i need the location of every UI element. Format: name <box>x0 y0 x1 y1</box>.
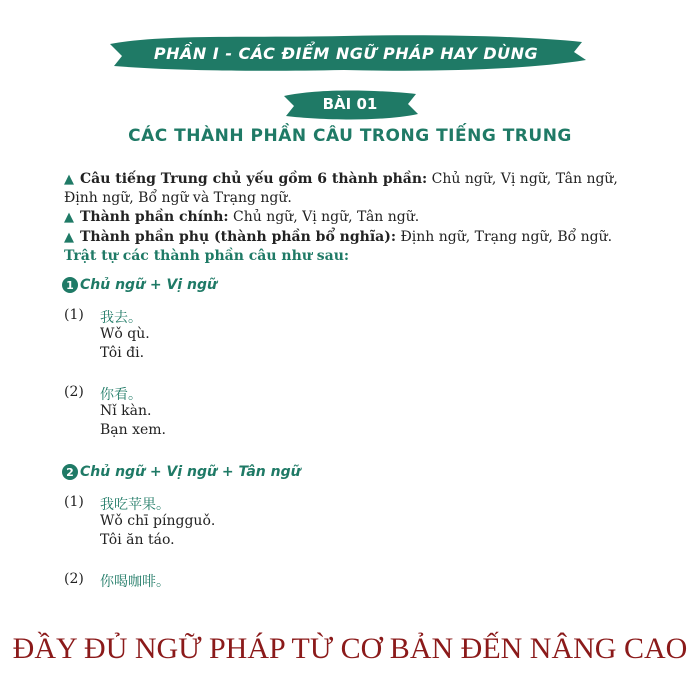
example-number: (2) <box>64 384 84 400</box>
part-banner <box>104 30 588 76</box>
example-chinese: 我吃苹果。 <box>100 497 170 513</box>
section-label: Chủ ngữ + Vị ngữ <box>80 277 217 293</box>
example-number: (1) <box>64 494 84 510</box>
section-number-badge: 1 <box>62 277 78 293</box>
triangle-bullet-icon: ▲ <box>64 172 74 187</box>
example-pinyin: Wǒ chī píngguǒ. <box>100 513 216 529</box>
section-number-badge: 2 <box>62 464 78 480</box>
section-label: Chủ ngữ + Vị ngữ + Tân ngữ <box>80 464 301 480</box>
example-translation: Tôi đi. <box>100 345 145 361</box>
section-heading-1 <box>62 277 217 293</box>
example-pinyin: Wǒ qù. <box>100 326 150 342</box>
example-chinese: 你喝咖啡。 <box>100 574 170 590</box>
example-translation: Tôi ăn táo. <box>100 532 175 548</box>
intro-paragraph-3: ▲ Thành phần phụ (thành phần bổ nghĩa): Định ngữ, Trạng ngữ, Bổ ngữ. <box>64 229 613 245</box>
lesson-title: CÁC THÀNH PHẦN CÂU TRONG TIẾNG TRUNG <box>128 126 572 146</box>
example-pinyin: Nǐ kàn. <box>100 403 152 419</box>
footer-tagline: ĐẦY ĐỦ NGỮ PHÁP TỪ CƠ BẢN ĐẾN NÂNG CAO <box>12 632 688 665</box>
content-fade <box>0 590 700 630</box>
order-label: Trật tự các thành phần câu như sau: <box>64 248 350 264</box>
example-translation: Bạn xem. <box>100 422 167 438</box>
example-chinese: 你看。 <box>100 387 142 403</box>
example-chinese: 我去。 <box>100 310 142 326</box>
lesson-badge <box>280 86 420 122</box>
intro-paragraph-2: ▲ Thành phần chính: Chủ ngữ, Vị ngữ, Tân ngữ. <box>64 209 420 225</box>
example-number: (2) <box>64 571 84 587</box>
example-number: (1) <box>64 307 84 323</box>
section-heading-2 <box>62 464 301 480</box>
triangle-bullet-icon: ▲ <box>64 210 74 225</box>
lesson-label: BÀI 01 <box>322 95 378 113</box>
intro-paragraph-1: ▲ Câu tiếng Trung chủ yếu gồm 6 thành phần: Chủ ngữ, Vị ngữ, Tân ngữ, Định ngữ, Bổ ngữ và Trạng ngữ. <box>64 171 618 206</box>
triangle-bullet-icon: ▲ <box>64 230 74 245</box>
part-title: PHẦN I - CÁC ĐIỂM NGỮ PHÁP HAY DÙNG <box>153 43 539 63</box>
